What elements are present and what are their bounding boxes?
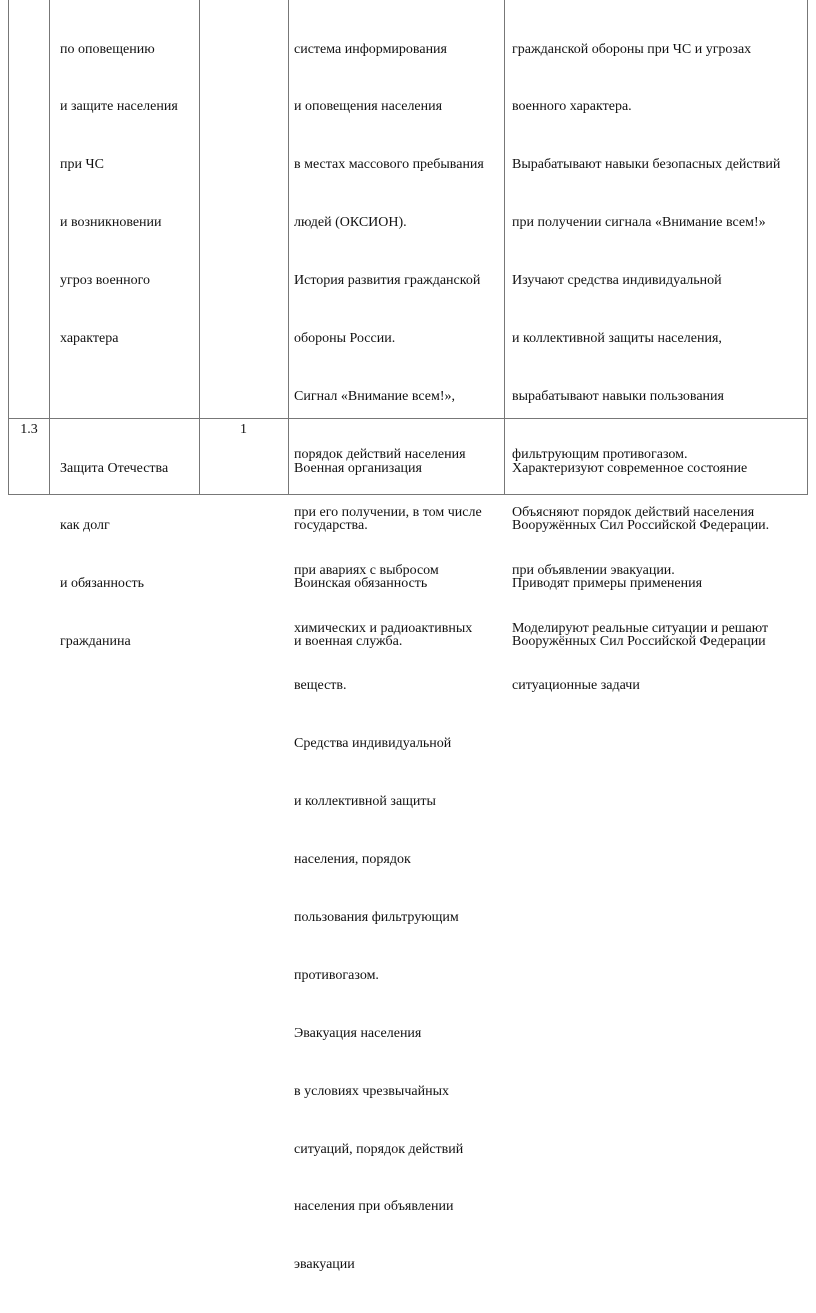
- text-line: ситуационные задачи: [512, 678, 640, 694]
- text-line: населения, порядок: [294, 852, 411, 868]
- text-line: гражданина: [60, 634, 131, 650]
- text-line: населения при объявлении: [294, 1199, 454, 1215]
- text-line: ситуаций, порядок действий: [294, 1141, 464, 1157]
- text-line: по оповещению: [60, 41, 155, 57]
- text-line: Защита Отечества: [60, 460, 169, 476]
- hours-cell: 1: [240, 422, 247, 437]
- text-line: в местах массового пребывания: [294, 157, 484, 173]
- text-line: Военная организация: [294, 460, 422, 476]
- activities-cell: [512, 420, 769, 690]
- text-line: Эвакуация населения: [294, 1025, 422, 1041]
- text-line: и коллективной защиты: [294, 794, 436, 810]
- text-line: Воинская обязанность: [294, 576, 428, 592]
- text-line: государства.: [294, 518, 368, 534]
- text-line: Вырабатывают навыки безопасных действий: [512, 157, 781, 173]
- text-line: химических и радиоактивных: [294, 620, 473, 636]
- text-line: угроз военного: [60, 273, 151, 289]
- text-line: Изучают средства индивидуальной: [512, 273, 722, 289]
- text-line: как долг: [60, 518, 110, 534]
- text-line: при его получении, в том числе: [294, 504, 482, 520]
- text-line: гражданской обороны при ЧС и угрозах: [512, 41, 752, 57]
- text-line: Сигнал «Внимание всем!»,: [294, 388, 456, 404]
- text-line: и обязанность: [60, 576, 144, 592]
- text-line: противогазом.: [294, 967, 379, 983]
- text-line: характера: [60, 331, 119, 347]
- text-line: пользования фильтрующим: [294, 909, 459, 925]
- text-line: при авариях с выбросом: [294, 562, 439, 578]
- text-line: веществ.: [294, 678, 347, 694]
- text-line: порядок действий населения: [294, 446, 466, 462]
- text-line: Средства индивидуальной: [294, 736, 452, 752]
- text-line: при получении сигнала «Внимание всем!»: [512, 215, 766, 231]
- text-line: Характеризуют современное состояние: [512, 460, 748, 476]
- topic-cell: [60, 1, 178, 387]
- text-line: эвакуации: [294, 1257, 355, 1273]
- text-line: Вооружённых Сил Российской Федерации.: [512, 518, 770, 534]
- content-cell: [294, 420, 427, 690]
- text-line: Приводят примеры применения: [512, 576, 703, 592]
- text-line: и защите населения: [60, 99, 178, 115]
- text-line: и оповещения населения: [294, 99, 443, 115]
- text-line: и коллективной защиты населения,: [512, 331, 722, 347]
- text-line: при объявлении эвакуации.: [512, 562, 675, 578]
- text-line: система информирования: [294, 41, 447, 57]
- text-line: История развития гражданской: [294, 273, 481, 289]
- text-line: при ЧС: [60, 157, 104, 173]
- text-line: обороны России.: [294, 331, 396, 347]
- topic-cell: [60, 420, 168, 690]
- curriculum-table: [8, 0, 808, 1273]
- text-line: Вооружённых Сил Российской Федерации: [512, 634, 766, 650]
- text-line: людей (ОКСИОН).: [294, 215, 407, 231]
- text-line: и военная служба.: [294, 634, 403, 650]
- text-line: Объясняют порядок действий населения: [512, 504, 755, 520]
- text-line: и возникновении: [60, 215, 162, 231]
- text-line: в условиях чрезвычайных: [294, 1083, 449, 1099]
- column-divider: [49, 0, 50, 494]
- text-line: фильтрующим противогазом.: [512, 446, 688, 462]
- text-line: вырабатывают навыки пользования: [512, 388, 724, 404]
- text-line: военного характера.: [512, 99, 632, 115]
- row-number-cell: 1.3: [20, 422, 38, 437]
- column-divider: [288, 0, 289, 494]
- text-line: Моделируют реальные ситуации и решают: [512, 620, 769, 636]
- column-divider: [504, 0, 505, 494]
